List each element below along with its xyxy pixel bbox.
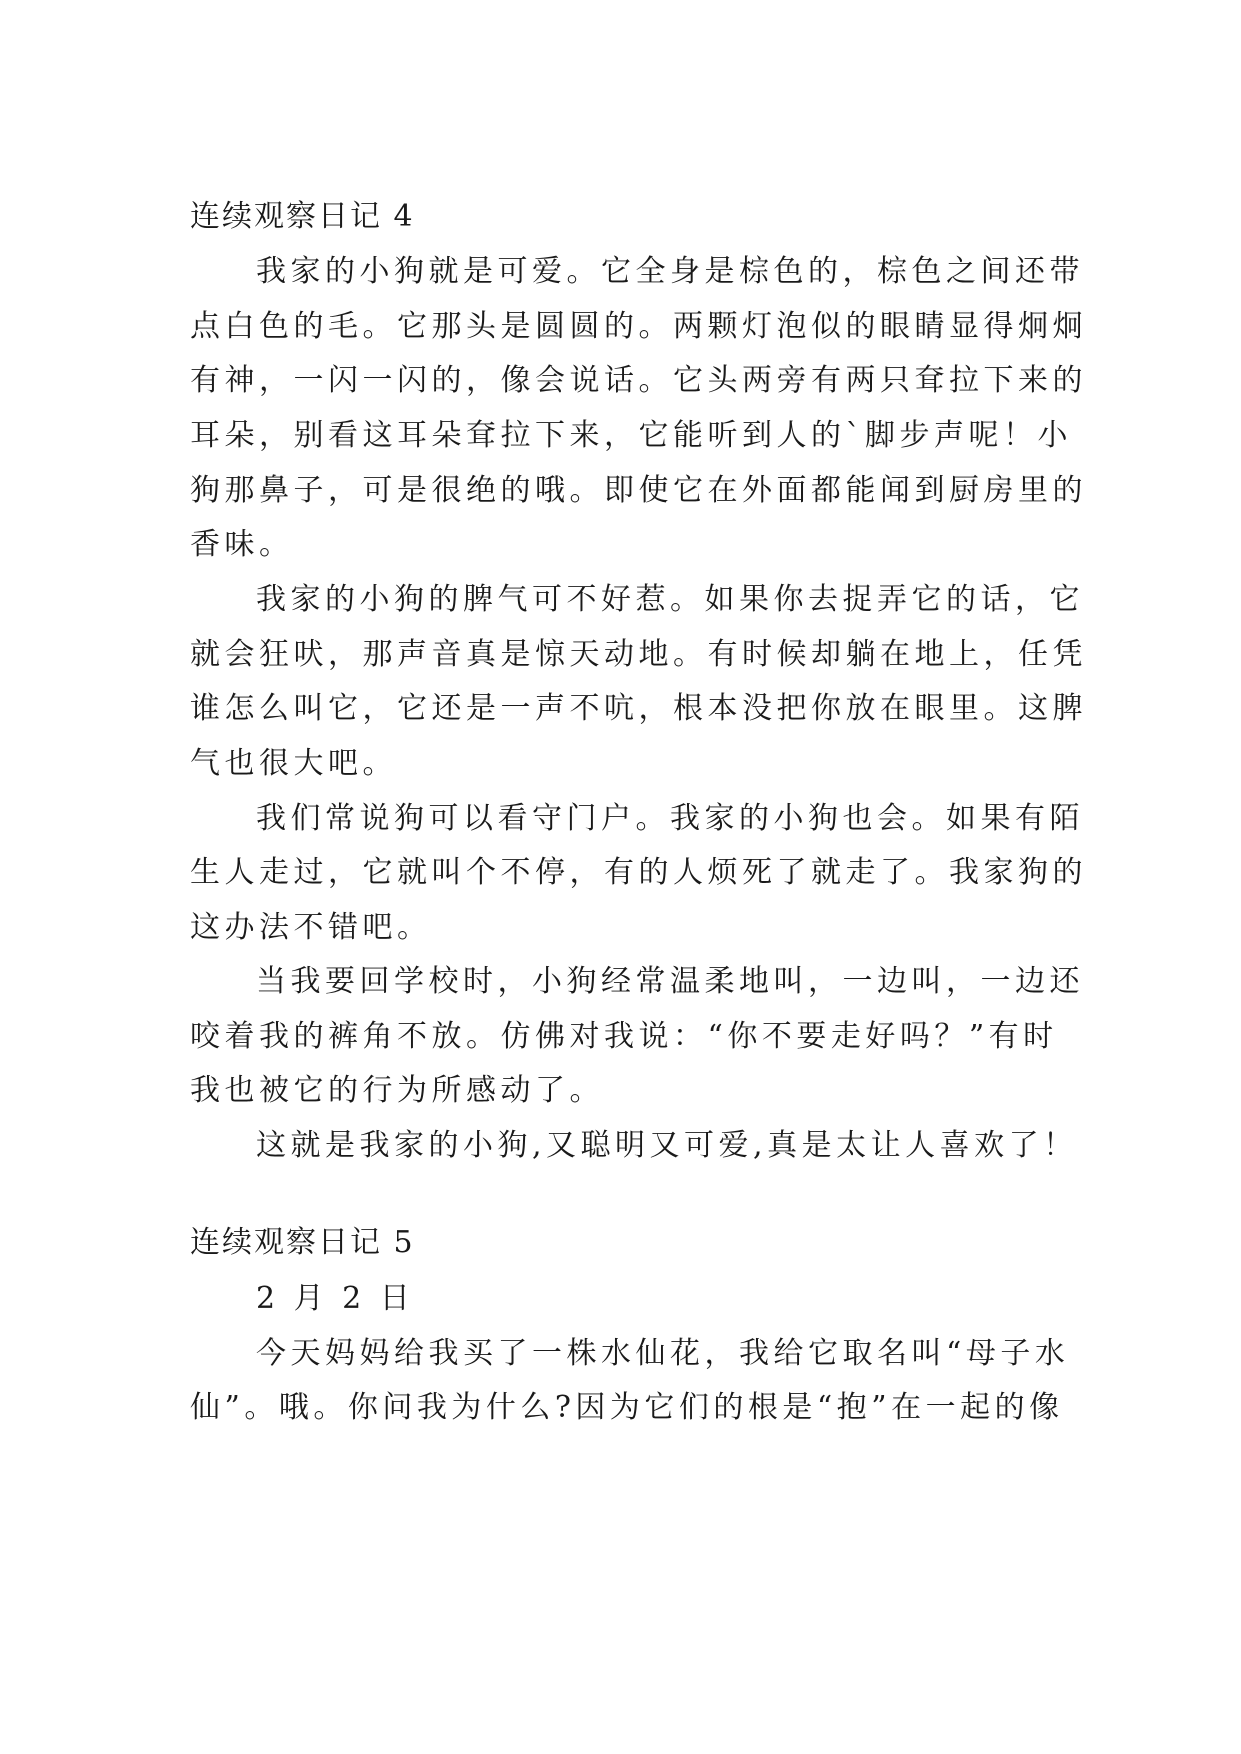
paragraph-line: 谁怎么叫它，它还是一声不吭，根本没把你放在眼里。这脾 [190, 691, 1087, 726]
paragraph-line: 我家的小狗就是可爱。它全身是棕色的，棕色之间还带 [256, 254, 1084, 289]
paragraph-line: 咬着我的裤角不放。仿佛对我说：“你不要走好吗？”有时 [190, 1019, 1058, 1054]
paragraph-line: 生人走过，它就叫个不停，有的人烦死了就走了。我家狗的 [190, 855, 1087, 890]
section-title-4: 连续观察日记 4 [190, 199, 415, 234]
paragraph-line: 耳朵，别看这耳朵耷拉下来，它能听到人的`脚步声呢！小 [190, 418, 1072, 453]
paragraph-line: 我家的小狗的脾气可不好惹。如果你去捉弄它的话，它 [256, 582, 1084, 617]
paragraph-line: 今天妈妈给我买了一株水仙花，我给它取名叫“母子水 [256, 1336, 1070, 1371]
paragraph-line: 狗那鼻子，可是很绝的哦。即使它在外面都能闻到厨房里的 [190, 473, 1087, 508]
paragraph-line: 有神，一闪一闪的，像会说话。它头两旁有两只耷拉下来的 [190, 363, 1087, 398]
paragraph-line: 香味。 [190, 527, 294, 562]
paragraph-line: 这就是我家的小狗,又聪明又可爱,真是太让人喜欢了！ [256, 1128, 1078, 1163]
paragraph-line: 我也被它的行为所感动了。 [190, 1073, 604, 1108]
paragraph-line: 我们常说狗可以看守门户。我家的小狗也会。如果有陌 [256, 801, 1084, 836]
paragraph-line: 就会狂吠，那声音真是惊天动地。有时候却躺在地上，任凭 [190, 637, 1087, 672]
paragraph-line: 仙”。哦。你问我为什么?因为它们的根是“抱”在一起的像 [190, 1390, 1064, 1425]
paragraph-line: 点白色的毛。它那头是圆圆的。两颗灯泡似的眼睛显得炯炯 [190, 309, 1087, 344]
section-title-5: 连续观察日记 5 [190, 1225, 415, 1260]
paragraph-line: 气也很大吧。 [190, 746, 397, 781]
paragraph-line: 这办法不错吧。 [190, 910, 432, 945]
paragraph-line: 当我要回学校时，小狗经常温柔地叫，一边叫，一边还 [256, 964, 1084, 999]
diary-date: 2 月 2 日 [256, 1281, 415, 1316]
